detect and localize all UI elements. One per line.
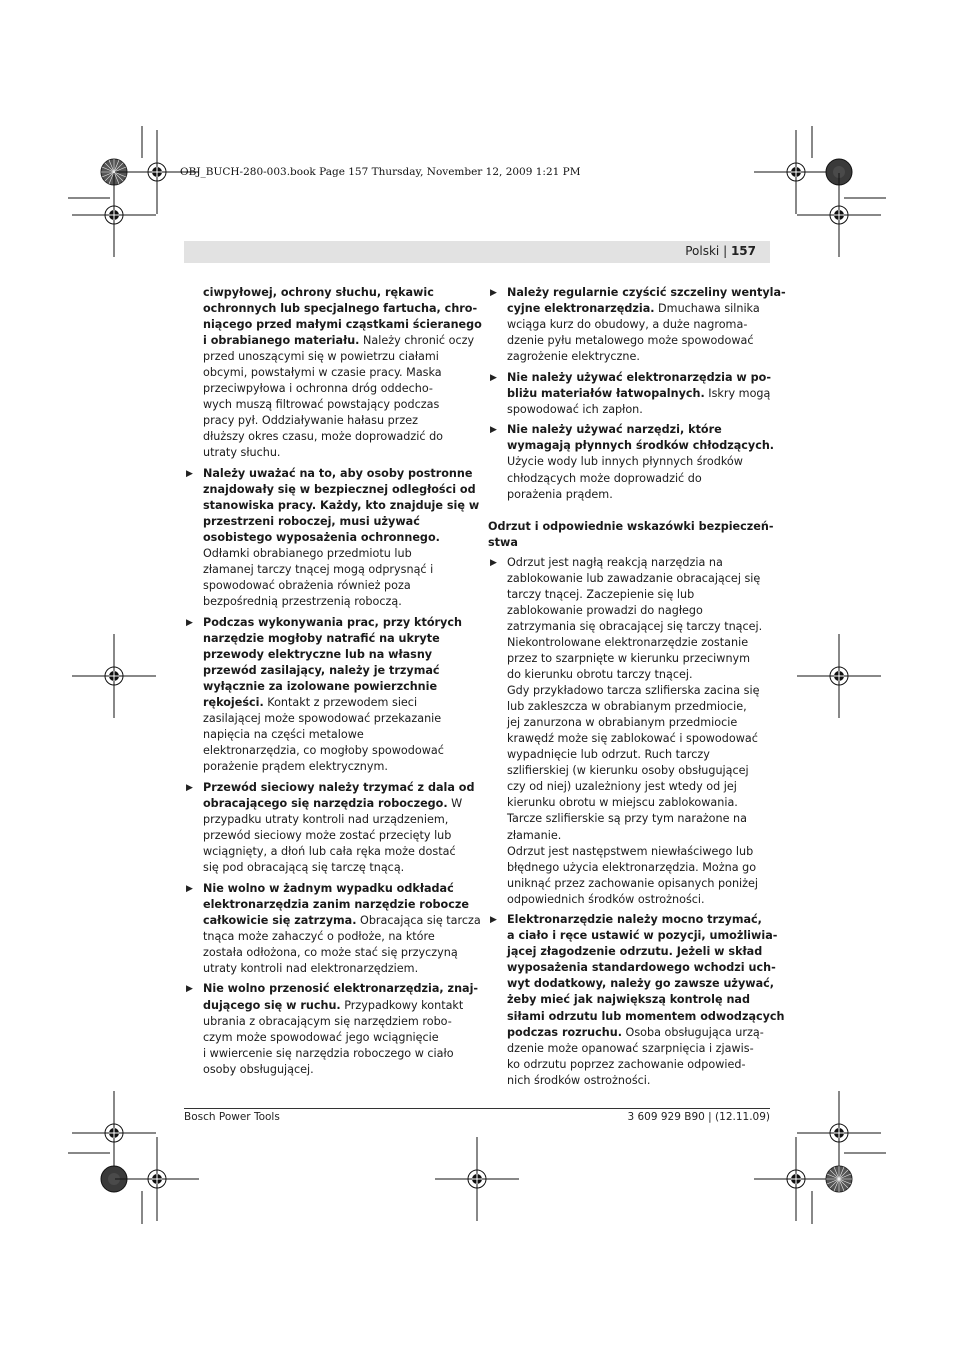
normal-text: wciągnięty, a dłoń lub cała ręka może dostać	[203, 845, 456, 859]
text-line	[203, 594, 468, 610]
bullet-item	[184, 981, 479, 1077]
normal-text: napięcia na części metalowe	[203, 728, 364, 742]
bold-text: Należy regularnie czyścić szczeliny wentyla-	[507, 286, 786, 299]
bold-text: wyposażenia standardowego wchodzi uch-	[507, 961, 776, 975]
normal-text: chłodzących może doprowadzić do	[507, 471, 702, 485]
text-line	[507, 422, 772, 438]
text-line	[507, 892, 772, 908]
text-line	[507, 876, 772, 892]
bold-text: wyt dodatkowy, należy go zawsze używać,	[507, 977, 775, 991]
text-line	[203, 828, 468, 844]
bullet-item	[184, 466, 480, 610]
text-line	[507, 747, 772, 763]
bold-text: ochronnych lub specjalnego fartucha, chro-	[203, 302, 478, 316]
bold-text: elektronarzędzia zanim narzędzie robocze	[203, 897, 469, 911]
text-paragraph	[184, 285, 482, 462]
text-line	[507, 860, 772, 876]
text-line	[507, 438, 775, 454]
normal-text: przeciwpyłowa i ochronna dróg oddecho-	[203, 382, 433, 396]
text-line	[203, 812, 468, 828]
text-line	[203, 514, 468, 530]
text-line	[507, 1073, 772, 1089]
footer-rule	[184, 1108, 770, 1109]
text-line	[203, 381, 468, 397]
right-column	[488, 285, 786, 1093]
normal-text: zatrzymania się obracającej się tarczy tnącej.	[507, 619, 763, 633]
bold-text: stanowiska pracy. Każdy, kto znajduje się w	[203, 499, 480, 513]
bullet-item	[184, 615, 468, 775]
text-line	[203, 695, 468, 711]
text-line	[203, 397, 468, 413]
text-line	[203, 780, 475, 796]
normal-text: uniknąć przez zachowanie opisanych poniżej	[507, 876, 759, 890]
text-line	[203, 844, 468, 860]
normal-text: lub zakleszcza w obrabianym przedmiocie,	[507, 700, 747, 714]
normal-text: porażenia prądem.	[507, 487, 613, 501]
bullet-arrow-icon: ▶	[186, 782, 193, 793]
normal-text: zasilającej może spowodować przekazanie	[203, 712, 442, 726]
text-line	[507, 667, 772, 683]
left-column	[184, 285, 482, 1082]
text-line	[203, 498, 480, 514]
text-line	[203, 759, 468, 775]
text-line	[203, 881, 468, 897]
bold-text: Nie należy używać elektronarzędzia w po-	[507, 370, 771, 384]
text-line	[507, 635, 772, 651]
normal-text: czy od niej) uzależniony jest wtedy od jej	[507, 780, 737, 794]
normal-text: odpowiednich środków ostrożności.	[507, 892, 705, 906]
text-line	[507, 571, 772, 587]
bold-text: żeby mieć jak największą kontrolę nad	[507, 993, 750, 1007]
text-line	[507, 960, 776, 976]
text-line	[203, 647, 468, 663]
normal-text: tarczy tnącej. Zaczepienie się lub	[507, 587, 695, 601]
bold-text: i obrabianego materiału.	[203, 334, 360, 348]
normal-text: przed unoszącymi się w powietrzu ciałami	[203, 350, 439, 364]
bullet-item	[184, 881, 481, 977]
bold-text: przestrzeni roboczej, musi używać	[203, 515, 420, 529]
text-line	[507, 651, 772, 667]
text-line	[507, 912, 772, 928]
bullet-item	[488, 285, 786, 365]
text-line	[203, 466, 473, 482]
bold-text: przewody elektryczne lub na własny	[203, 648, 433, 662]
bold-text: przewód zasilający, należy je trzymać	[203, 664, 440, 678]
bullet-arrow-icon: ▶	[490, 915, 497, 926]
header-separator: |	[723, 244, 728, 258]
bullet-item	[488, 370, 772, 418]
bold-text: cyjne elektronarzędzia.	[507, 302, 655, 316]
text-line	[507, 795, 772, 811]
text-line	[507, 1009, 785, 1025]
text-line	[203, 429, 468, 445]
text-line	[507, 349, 772, 365]
normal-text: dzenie może opanować szarpnięcia i zjawis-	[507, 1041, 754, 1055]
normal-text: spowodować ich zapłon.	[507, 402, 643, 416]
normal-text: Iskry mogą	[704, 386, 771, 400]
normal-text: czym może spowodować jego wciągnięcie	[203, 1030, 439, 1044]
text-line	[203, 711, 468, 727]
normal-text: elektronarzędzia, co mogłoby spowodować	[203, 744, 444, 758]
print-header: OBJ_BUCH-280-003.book Page 157 Thursday, November 12, 2009 1:21 PM	[180, 166, 581, 178]
bold-text: rękojeści.	[203, 696, 264, 710]
bold-text: ciwpyłowej, ochrony słuchu, rękawic	[203, 286, 434, 299]
bold-text: obracającego się narzędzia roboczego.	[203, 796, 448, 810]
text-line	[203, 961, 468, 977]
normal-text: Przypadkowy kontakt	[340, 998, 464, 1012]
text-line	[203, 1014, 468, 1030]
text-line	[203, 663, 468, 679]
text-line	[203, 285, 468, 301]
normal-text: Gdy przykładowo tarcza szlifierska zacina się	[507, 684, 760, 698]
normal-text: została odłożona, co może stać się przyczyną	[203, 945, 458, 959]
bold-text: narzędzie mogłoby natrafić na ukryte	[203, 631, 440, 645]
heading-line: stwa	[488, 535, 518, 549]
text-line	[203, 1030, 468, 1046]
bold-text: a ciało i ręce ustawić w pozycji, umożliwia-	[507, 929, 778, 943]
normal-text: Odłamki obrabianego przedmiotu lub	[203, 547, 412, 561]
normal-text: zablokowanie lub zawadzanie obracającej się	[507, 571, 761, 585]
text-line	[507, 386, 772, 402]
bold-text: Elektronarzędzie należy mocno trzymać,	[507, 913, 762, 927]
text-line	[203, 945, 468, 961]
text-line	[507, 603, 772, 619]
text-line	[507, 683, 772, 699]
text-line	[507, 1025, 772, 1041]
bold-text: dującego się w ruchu.	[203, 998, 341, 1012]
text-line	[507, 301, 772, 317]
normal-text: szlifierskiej (w kierunku osoby obsługującej	[507, 764, 749, 778]
bullet-item	[184, 780, 475, 876]
text-line	[203, 913, 481, 929]
text-line	[507, 844, 772, 860]
bullet-arrow-icon: ▶	[490, 288, 497, 298]
text-line	[203, 562, 468, 578]
normal-text: wych muszą filtrować powstający podczas	[203, 398, 440, 412]
bullet-arrow-icon: ▶	[490, 557, 497, 568]
normal-text: i wwiercenie się narzędzia roboczego w ciało	[203, 1046, 454, 1060]
text-line	[203, 860, 468, 876]
text-line	[203, 333, 475, 349]
footer-brand: Bosch Power Tools	[184, 1111, 280, 1123]
normal-text: Użycie wody lub innych płynnych środków	[507, 455, 743, 469]
text-line	[507, 587, 772, 603]
bullet-item	[488, 555, 772, 908]
text-line	[203, 482, 476, 498]
text-line	[203, 365, 468, 381]
text-line	[203, 897, 468, 913]
text-line	[507, 731, 772, 747]
text-line	[507, 828, 772, 844]
normal-text: się pod obracającą się tarczę tnącą.	[203, 861, 405, 875]
bold-text: Należy uważać na to, aby osoby postronne	[203, 467, 473, 481]
bold-text: Nie wolno w żadnym wypadku odkładać	[203, 881, 454, 895]
text-line	[507, 715, 772, 731]
text-line	[203, 981, 479, 997]
normal-text: wypadnięcie lub odrzut. Ruch tarczy	[507, 748, 710, 762]
text-line	[203, 349, 468, 365]
normal-text: dłuższy okres czasu, może doprowadzić do	[203, 430, 444, 444]
text-line	[507, 370, 772, 386]
normal-text: krawędź może się zablokować i spowodować	[507, 732, 758, 746]
page-number: 157	[730, 244, 756, 258]
text-line	[203, 578, 468, 594]
bold-text: bliżu materiałów łatwopalnych.	[507, 386, 705, 400]
text-line	[507, 699, 772, 715]
bullet-item	[488, 912, 785, 1089]
text-line	[507, 992, 772, 1008]
normal-text: zablokowanie prowadzi do nagłego	[507, 603, 703, 617]
page-label	[685, 244, 756, 258]
normal-text: Kontakt z przewodem sieci	[263, 696, 418, 710]
text-line	[507, 317, 772, 333]
bold-text: Przewód sieciowy należy trzymać z dala od	[203, 780, 475, 794]
text-line	[507, 402, 772, 418]
normal-text: złamanej tarczy tnącej mogą odprysnąć i	[203, 563, 434, 577]
normal-text: przypadku utraty kontroli nad urządzeniem,	[203, 813, 449, 826]
normal-text: przewód sieciowy może zostać przecięty lub	[203, 829, 452, 843]
text-line	[203, 413, 468, 429]
bold-text: wyłącznie za izolowane powierzchnie	[203, 680, 438, 694]
normal-text: obcymi, powstałymi w czasie pracy. Maska	[203, 366, 442, 380]
text-line	[507, 779, 772, 795]
text-line	[507, 487, 772, 503]
normal-text: Odrzut jest następstwem niewłaściwego lub	[507, 844, 754, 858]
normal-text: spowodować obrażenia również poza	[203, 579, 411, 593]
normal-text: kierunku obrotu w miejscu zablokowania.	[507, 796, 738, 810]
bullet-arrow-icon: ▶	[490, 372, 497, 383]
bullet-arrow-icon: ▶	[186, 883, 193, 894]
text-line	[507, 763, 772, 779]
bullet-arrow-icon: ▶	[186, 617, 193, 628]
normal-text: Osoba obsługująca urzą-	[621, 1025, 764, 1039]
language-label: Polski	[685, 244, 720, 258]
text-line	[507, 471, 772, 487]
normal-text: Odrzut jest nagłą reakcją narzędzia na	[507, 555, 723, 569]
normal-text: tnąca może zahaczyć o podłoże, na które	[203, 929, 435, 943]
bold-text: osobistego wyposażenia ochronnego.	[203, 531, 440, 545]
text-line	[507, 285, 786, 301]
text-line	[203, 1062, 468, 1078]
bullet-arrow-icon: ▶	[186, 469, 193, 480]
bullet-item	[488, 422, 775, 502]
bullet-arrow-icon: ▶	[186, 984, 193, 995]
text-line	[203, 796, 468, 812]
text-line	[203, 615, 468, 631]
normal-text: wciąga kurz do obudowy, a duże nagroma-	[507, 318, 748, 332]
page-header-bar	[184, 241, 770, 263]
bold-text: jącej złagodzenie odrzutu. Jeżeli w skład	[507, 945, 763, 959]
bullet-arrow-icon: ▶	[490, 425, 497, 436]
text-line	[203, 631, 468, 647]
text-line	[507, 333, 772, 349]
normal-text: złamanie.	[507, 828, 562, 842]
text-line	[507, 928, 778, 944]
normal-text: błędnego użycia elektronarzędzia. Można go	[507, 860, 757, 874]
normal-text: ubrania z obracającym się narzędziem robo-	[203, 1014, 452, 1028]
text-line	[203, 530, 468, 546]
normal-text: ko odrzutu poprzez zachowanie odpowied-	[507, 1057, 746, 1071]
text-line	[507, 555, 772, 571]
normal-text: pracy pył. Oddziaływanie hałasu przez	[203, 414, 418, 428]
text-line	[507, 944, 772, 960]
normal-text: utraty kontroli nad elektronarzędziem.	[203, 961, 419, 975]
section-heading	[488, 519, 772, 551]
normal-text: Dmuchawa silnika	[654, 302, 760, 316]
text-line	[507, 619, 772, 635]
normal-text: przez to szarpnięte w kierunku przeciwnym	[507, 651, 751, 665]
normal-text: jej zanurzona w obrabianym przedmiocie	[507, 716, 738, 730]
bold-text: podczas rozruchu.	[507, 1025, 622, 1039]
bold-text: znajdowały się w bezpiecznej odległości od	[203, 483, 476, 497]
normal-text: Należy chronić oczy	[359, 334, 475, 348]
text-line	[507, 976, 775, 992]
text-line	[203, 1046, 468, 1062]
bold-text: siłami odrzutu lub momentem odwodzących	[507, 1009, 785, 1023]
bold-text: wymagają płynnych środków chłodzących.	[507, 439, 775, 453]
bold-text: Nie należy używać narzędzi, które	[507, 423, 722, 437]
text-line	[203, 679, 468, 695]
footer-doc-number: 3 609 929 B90 | (12.11.09)	[627, 1111, 770, 1123]
text-line	[507, 1041, 772, 1057]
bold-text: Nie wolno przenosić elektronarzędzia, znaj-	[203, 982, 479, 996]
normal-text: Tarcze szlifierskie są przy tym narażone na	[507, 812, 747, 826]
bold-text: niącego przed małymi cząstkami ścieranego	[203, 318, 482, 332]
normal-text: Niekontrolowane elektronarzędzie zostanie	[507, 635, 749, 649]
normal-text: W	[447, 796, 463, 810]
normal-text: utraty słuchu.	[203, 446, 281, 460]
text-line	[203, 301, 478, 317]
normal-text: Obracająca się tarcza	[356, 913, 481, 927]
text-line	[203, 727, 468, 743]
normal-text: nich środków ostrożności.	[507, 1073, 651, 1087]
normal-text: zagrożenie elektryczne.	[507, 350, 640, 364]
text-line	[203, 743, 468, 759]
text-line	[203, 317, 482, 333]
bold-text: Podczas wykonywania prac, przy których	[203, 615, 462, 629]
bold-text: całkowicie się zatrzyma.	[203, 913, 357, 927]
text-line	[203, 546, 468, 562]
normal-text: dzenie pyłu metalowego może spowodować	[507, 334, 754, 348]
text-line	[507, 811, 772, 827]
normal-text: do kierunku obrotu tarczy tnącej.	[507, 668, 693, 682]
text-line	[203, 998, 468, 1014]
text-line	[507, 454, 772, 470]
text-line	[203, 929, 468, 945]
text-line	[203, 445, 468, 461]
heading-line: Odrzut i odpowiednie wskazówki bezpieczeń-	[488, 519, 774, 533]
normal-text: bezpośrednią przestrzenią roboczą.	[203, 595, 402, 609]
normal-text: osoby obsługującej.	[203, 1062, 314, 1076]
normal-text: porażenie prądem elektrycznym.	[203, 760, 388, 774]
text-line	[507, 1057, 772, 1073]
